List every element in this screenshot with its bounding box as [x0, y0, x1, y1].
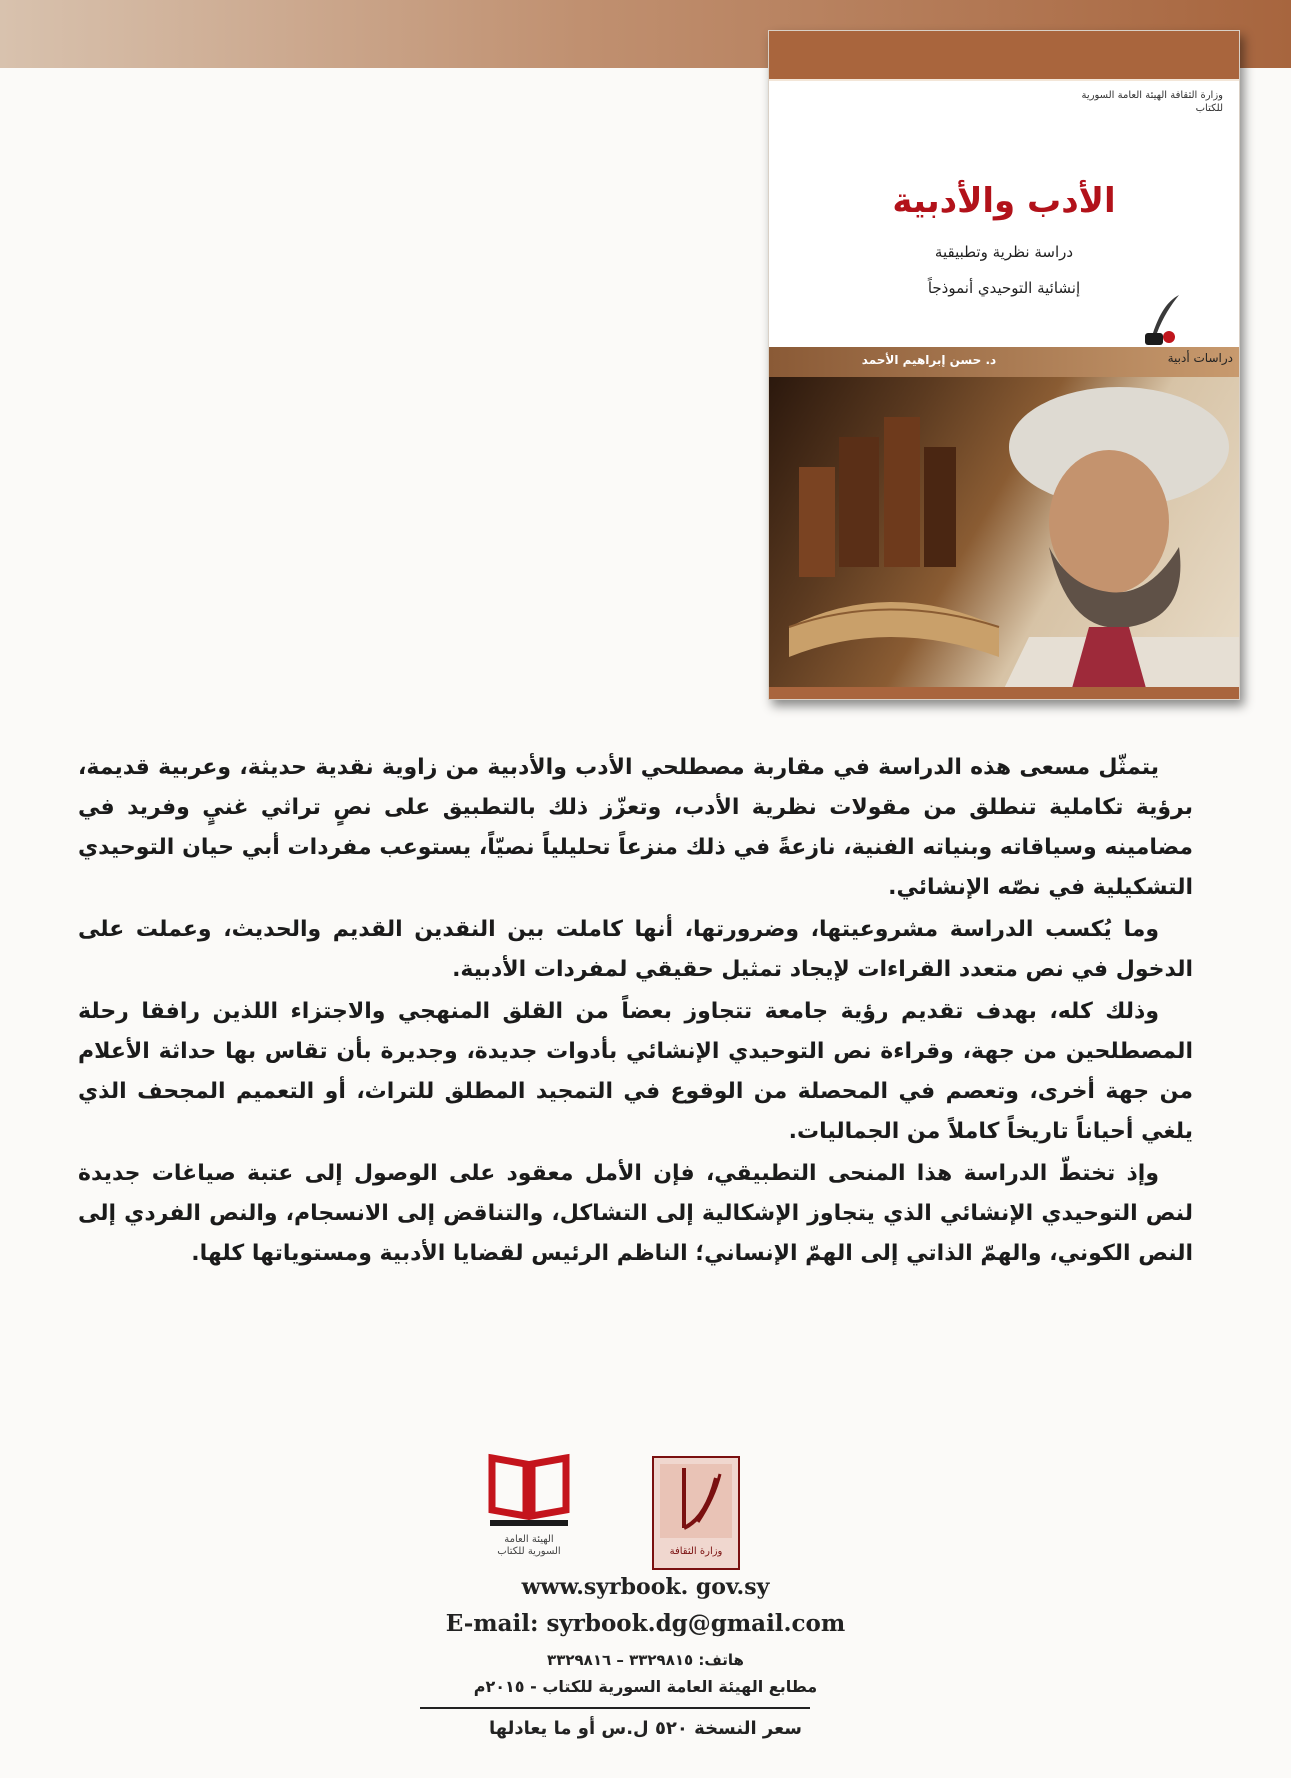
book-publisher: وزارة الثقافة الهيئة العامة السورية للكتاب — [1081, 90, 1223, 114]
blurb-paragraph-4: وإذ تختطّ الدراسة هذا المنحى التطبيقي، فإن الأمل معقود على الوصول إلى عتبة صياغات جديدة لنص التوحيدي الإنشائي الذي يتجاوز الإشكالية إلى التشاكل، والتناقض إلى الانسجام، والنص الفردي إلى النص الكوني، والهمّ الذاتي إلى الهمّ الإنساني؛ الناظم الرئيس لقضايا الأدبية ومستوياتها كلها. — [78, 1161, 1193, 1266]
footer-divider — [420, 1707, 810, 1709]
ministry-logo-label: وزارة الثقافة — [669, 1546, 723, 1557]
book-title: الأدب والأدبية — [892, 181, 1116, 221]
back-cover-blurb — [78, 748, 1193, 1276]
quill-emblem-icon — [654, 1458, 738, 1542]
book-cover-thumbnail — [768, 30, 1240, 700]
email-address[interactable]: E-mail: syrbook.dg@gmail.com — [445, 1610, 846, 1637]
scholar-portrait-image — [769, 377, 1239, 699]
price-line: سعر النسخة ٥٢٠ ل.س أو ما يعادلها — [489, 1718, 802, 1739]
book-author: د. حسن إبراهيم الأحمد — [861, 353, 997, 367]
blurb-paragraph-1: يتمثّل مسعى هذه الدراسة في مقاربة مصطلحي الأدب والأدبية من زاوية نقدية حديثة، وعربية قديمة، برؤية تكاملية تنطلق من مقولات نظرية الأدب، وتعزّز ذلك بالتطبيق على نصٍ تراثي غنيٍ وفريد في مضامينه وسياقاته وبنياته الفنية، نازعةً في ذلك منزعاً تحليلياً نصيّاً، يستوعب مفردات أبي حيان التوحيدي التشكيلية في نصّه الإنشائي. — [78, 755, 1193, 900]
book-cover-illustration — [769, 377, 1239, 699]
open-book-icon — [488, 1450, 570, 1528]
book-subtitle: دراسة نظرية وتطبيقية — [934, 243, 1074, 261]
blurb-paragraph-2: وما يُكسب الدراسة مشروعيتها، وضرورتها، أنها كاملت بين النقدين القديم والحديث، وعملت على الدخول في نص متعدد القراءات لإيجاد تمثيل حقيقي لمفردات الأدبية. — [78, 917, 1193, 982]
quill-inkwell-icon — [1139, 293, 1183, 349]
phone-numbers: هاتف: ٣٣٢٩٨١٥ – ٣٣٢٩٨١٦ — [547, 1651, 744, 1669]
ministry-culture-logo — [652, 1456, 740, 1570]
book-bottom-strip — [769, 687, 1239, 699]
gosb-logo-label: الهيئة العامة السورية للكتاب — [497, 1534, 561, 1557]
gosb-logo — [488, 1450, 570, 1568]
book-top-bar — [769, 31, 1239, 81]
book-series: دراسات أدبية — [1167, 351, 1233, 365]
book-tagline: إنشائية التوحيدي أنموذجاً — [927, 279, 1081, 297]
printer-line: مطابع الهيئة العامة السورية للكتاب - ٢٠١٥م — [473, 1677, 818, 1696]
website-link[interactable]: www.syrbook. gov.sy — [521, 1574, 770, 1600]
blurb-paragraph-3: وذلك كله، بهدف تقديم رؤية جامعة تتجاوز بعضاً من القلق المنهجي والاجتزاء اللذين رافقا رحلة المصطلحين من جهة، وقراءة نص التوحيدي الإنشائي بأدوات جديدة، وجديرة بأن تقاس بها حداثة الأعلام من جهة أخرى، وتعصم في المحصلة من الوقوع في التمجيد المطلق للتراث، أو التعميم المجحف الذي يلغي أحياناً تاريخاً كاملاً من الجماليات. — [78, 999, 1193, 1144]
